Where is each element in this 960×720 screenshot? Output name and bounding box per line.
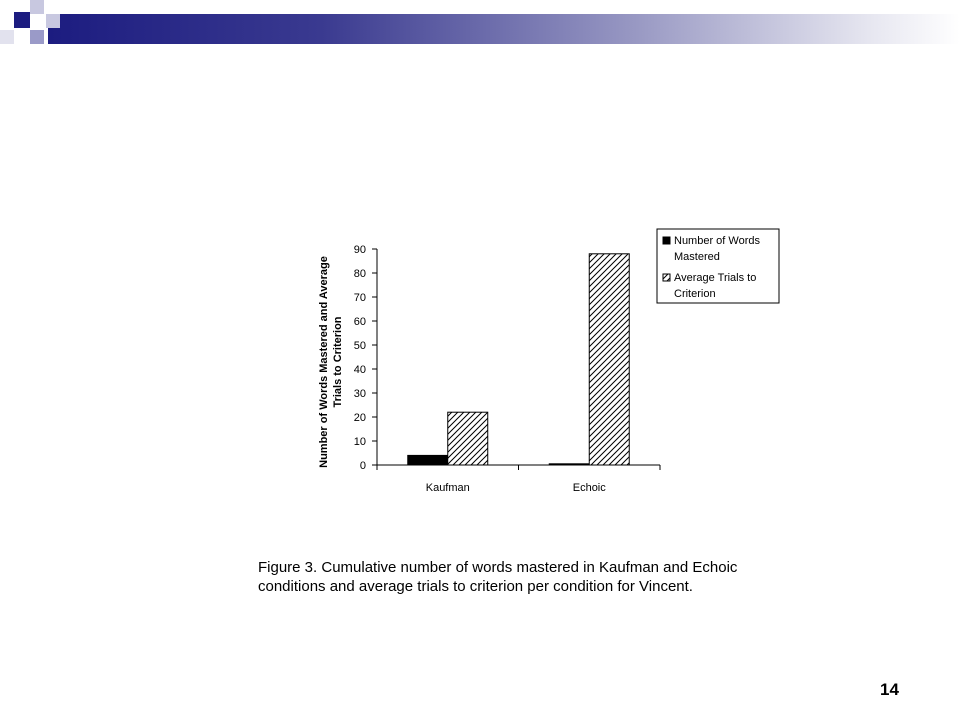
y-tick-label: 40 — [353, 364, 366, 376]
x-tick-label: Kaufman — [425, 482, 470, 494]
y-axis — [354, 244, 377, 472]
bar-trials-to-criterion — [589, 254, 629, 465]
y-tick-label: 20 — [353, 412, 366, 424]
legend — [657, 229, 779, 303]
y-axis-title-line: Number of Words Mastered and Average — [318, 256, 330, 468]
page-number: 14 — [880, 680, 899, 699]
y-tick-label: 30 — [353, 388, 366, 400]
bar-words-mastered — [549, 464, 589, 465]
y-tick-label: 10 — [353, 436, 366, 448]
y-tick-label: 70 — [353, 292, 366, 304]
y-tick-label: 80 — [353, 268, 366, 280]
legend-swatch-trials-to-criterion — [663, 274, 670, 281]
legend-label: Criterion — [674, 288, 716, 300]
y-tick-label: 0 — [359, 460, 366, 472]
y-tick-label: 90 — [353, 244, 366, 256]
y-axis-title — [318, 256, 344, 468]
x-tick-label: Echoic — [572, 482, 606, 494]
x-axis — [377, 465, 660, 494]
y-axis-title-line: Trials to Criterion — [332, 316, 344, 408]
legend-swatch-words-mastered — [663, 237, 670, 244]
legend-label: Number of Words — [674, 235, 760, 247]
y-tick-label: 60 — [353, 316, 366, 328]
bar-words-mastered — [408, 455, 448, 465]
legend-label: Average Trials to — [674, 272, 757, 284]
bar-trials-to-criterion — [448, 412, 488, 465]
figure-caption: Figure 3. Cumulative number of words mastered in Kaufman and Echoic conditions and average trials to criterion per condition for Vincent. — [258, 559, 738, 595]
bars — [408, 254, 630, 465]
y-tick-label: 50 — [353, 340, 366, 352]
legend-label: Mastered — [674, 251, 720, 263]
